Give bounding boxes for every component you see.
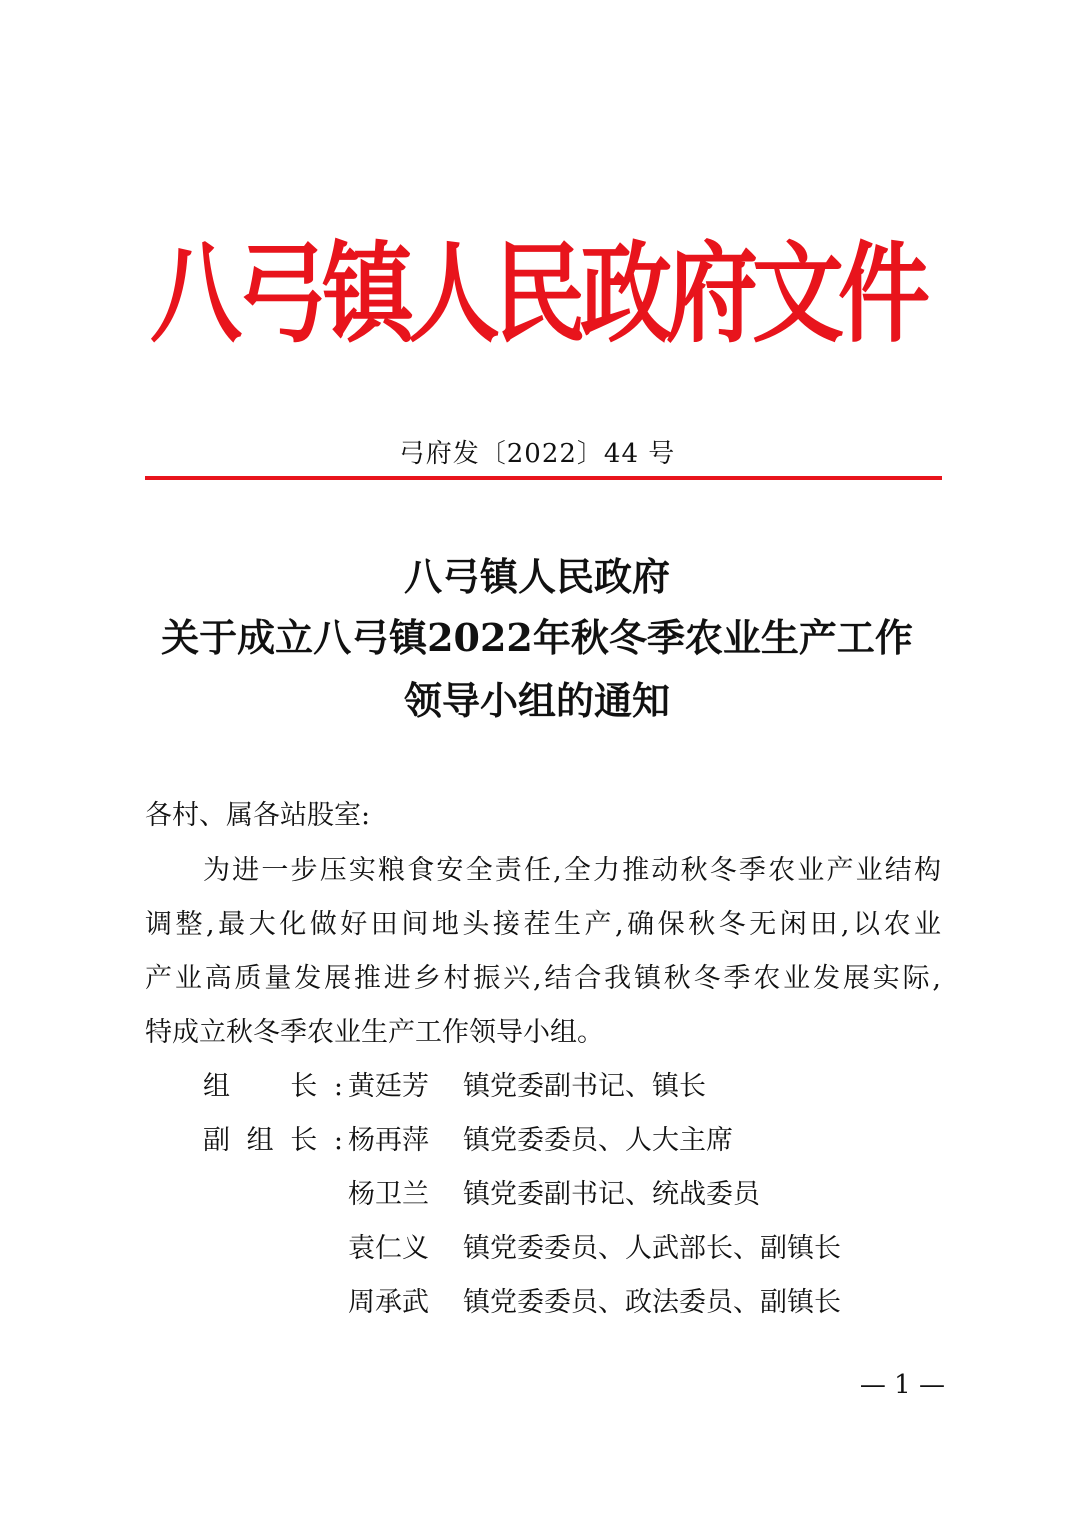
page-number: — 1 —: [859, 1370, 945, 1400]
deputy-name-2: 杨卫兰: [348, 1179, 429, 1210]
deputy-duty-4: 镇党委委员、政法委员、副镇长: [463, 1287, 841, 1318]
paragraph-line-4: 特成立秋冬季农业生产工作领导小组。: [145, 1017, 604, 1048]
leader-name: 黄廷芳: [348, 1071, 429, 1102]
leader-label: 组 长:: [203, 1071, 343, 1102]
red-separator-rule: [145, 476, 942, 480]
deputy-duty-2: 镇党委副书记、统战委员: [463, 1179, 760, 1210]
deputy-name-3: 袁仁义: [348, 1233, 429, 1264]
leader-duty: 镇党委副书记、镇长: [463, 1071, 706, 1102]
paragraph-line-1: 为进一步压实粮食安全责任,全力推动秋冬季农业产业结构: [203, 855, 941, 886]
title-line-2: 关于成立八弓镇2022年秋冬季农业生产工作: [161, 615, 913, 660]
deputy-name-4: 周承武: [348, 1287, 429, 1318]
deputy-duty-3: 镇党委委员、人武部长、副镇长: [463, 1233, 841, 1264]
deputy-leader-label: 副组长:: [203, 1125, 343, 1156]
deputy-duty-1: 镇党委委员、人大主席: [463, 1125, 733, 1156]
addressee: 各村、属各站股室:: [145, 800, 371, 831]
title-line-3: 领导小组的通知: [403, 678, 670, 723]
deputy-name-1: 杨再萍: [348, 1125, 429, 1156]
document-masthead: 八弓镇人民政府文件: [149, 231, 924, 358]
paragraph-line-2: 调整,最大化做好田间地头接茬生产,确保秋冬无闲田,以农业: [145, 909, 941, 940]
document-number: 弓府发〔2022〕44 号: [398, 439, 676, 469]
title-line-1: 八弓镇人民政府: [403, 554, 670, 599]
paragraph-line-3: 产业高质量发展推进乡村振兴,结合我镇秋冬季农业发展实际,: [145, 963, 941, 994]
